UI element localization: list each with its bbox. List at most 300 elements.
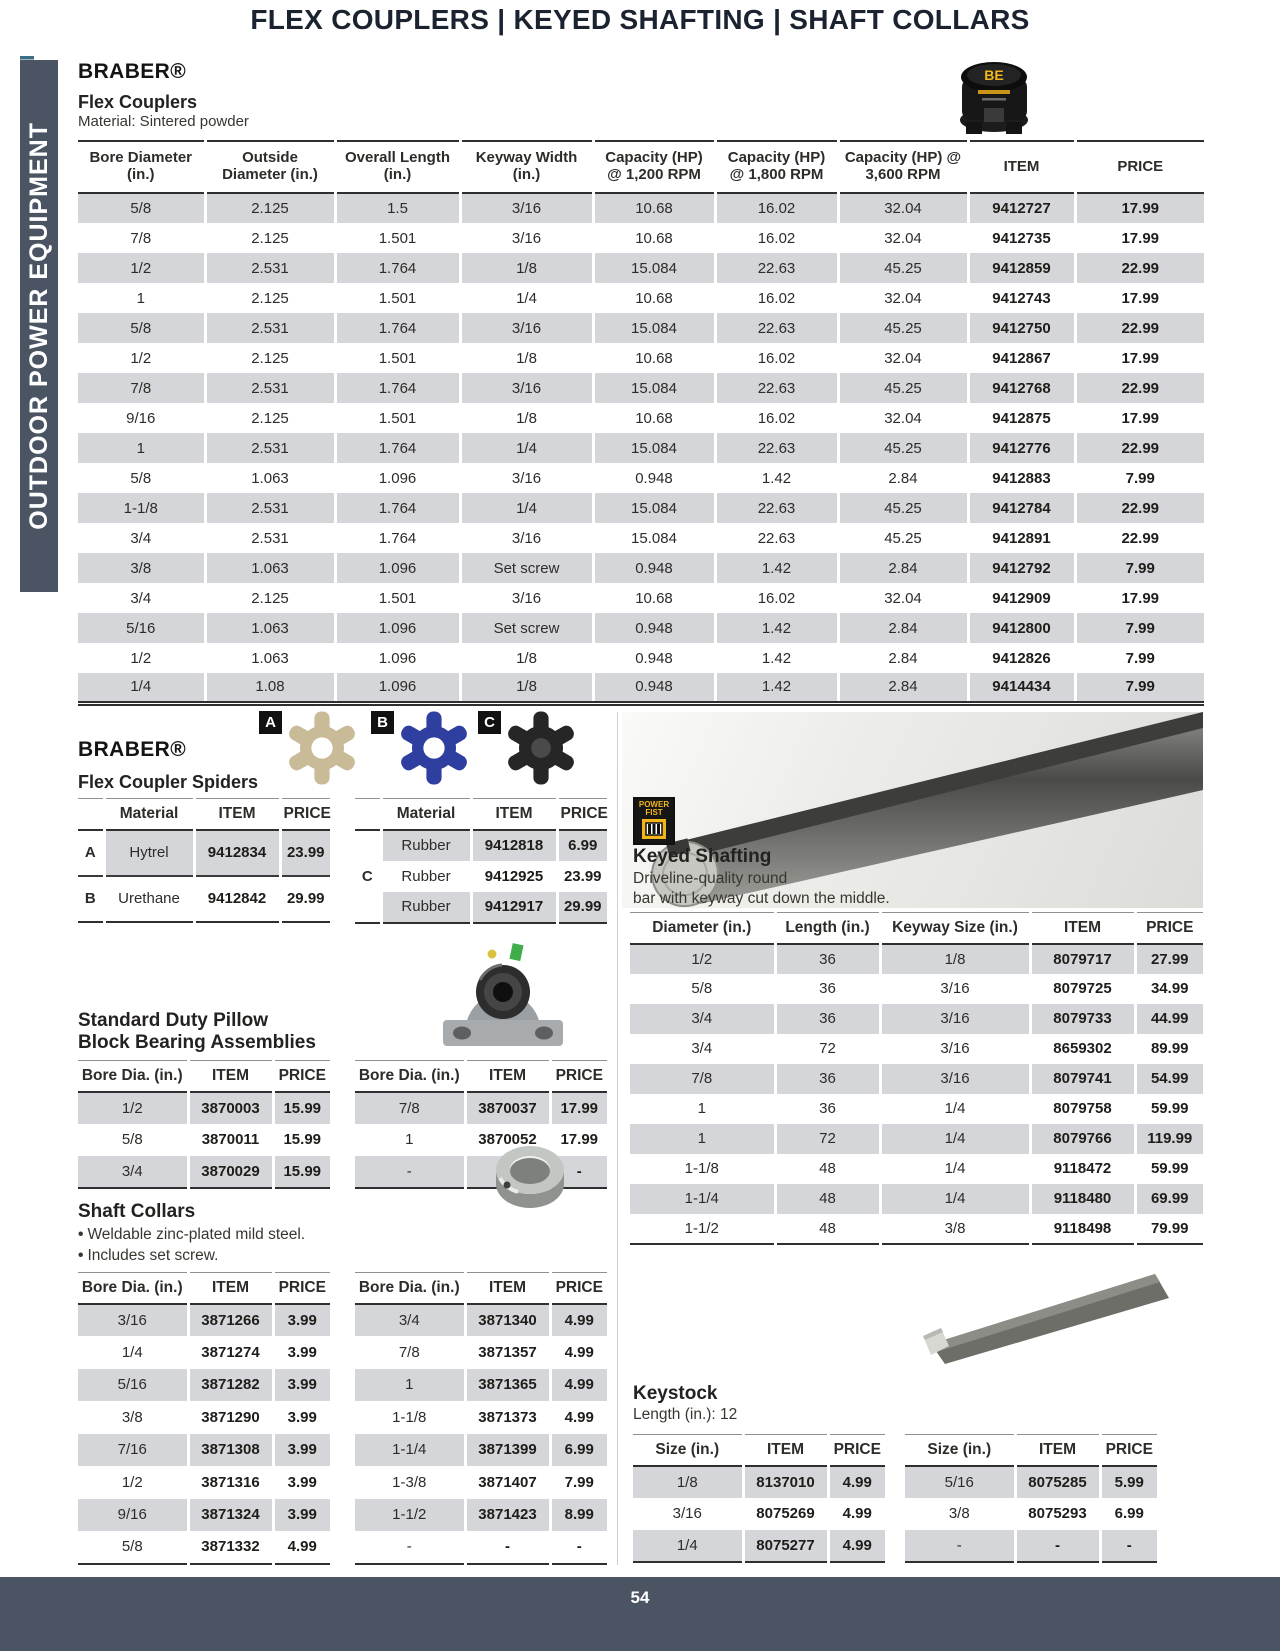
cell: 22.63 [715, 493, 838, 523]
cell: 1/2 [130, 349, 152, 367]
table-row [630, 1124, 1203, 1154]
cell: 1.096 [335, 463, 460, 493]
cell: 9412917 [471, 892, 557, 923]
keystock-table-1 [633, 1434, 885, 1563]
cell: 5/8 [130, 469, 152, 487]
cell: 1/2 [130, 649, 152, 667]
cell: 48 [775, 1214, 880, 1244]
spider-rubber-photo [503, 706, 579, 795]
column-header [78, 799, 104, 830]
cell: 3/4 [630, 1004, 775, 1034]
cell: 2.531 [205, 433, 335, 463]
column-header: Bore Dia. (in.) [78, 1061, 188, 1092]
cell: 7.99 [1075, 553, 1204, 583]
table-row [78, 553, 1204, 583]
cell: 32.04 [838, 283, 968, 313]
cell: 3.99 [273, 1401, 330, 1434]
cell: 1/4 [880, 1094, 1030, 1124]
cell: 4.99 [828, 1530, 885, 1562]
cell: 10.68 [593, 193, 715, 223]
cell: 17.99 [1075, 193, 1204, 223]
cell: 3/4 [355, 1304, 465, 1337]
column-header: Length (in.) [775, 913, 880, 944]
cell: 29.99 [557, 892, 607, 923]
cell: 9/16 [126, 409, 156, 427]
cell: 0.948 [593, 553, 715, 583]
cell: 29.99 [280, 876, 330, 922]
cell: 2.531 [205, 523, 335, 553]
column-header: Bore Dia. (in.) [355, 1061, 465, 1092]
cell: 9412792 [968, 553, 1075, 583]
table-row [78, 253, 1204, 283]
cell: 3/16 [880, 974, 1030, 1004]
cell: 36 [775, 944, 880, 974]
cell: 10.68 [593, 223, 715, 253]
cell: 44.99 [1135, 1004, 1203, 1034]
cell: 0.948 [593, 673, 715, 703]
cell: 1/4 [78, 673, 205, 703]
cell: - [550, 1156, 607, 1188]
cell: 8079741 [1030, 1064, 1135, 1094]
cell: 1.42 [715, 463, 838, 493]
cell: 22.63 [715, 523, 838, 553]
cell: 5/8 [121, 1538, 143, 1556]
cell: 1.063 [205, 643, 335, 673]
cell: 15.084 [593, 253, 715, 283]
cell: 32.04 [838, 193, 968, 223]
column-header: Bore Diameter (in.) [78, 141, 205, 193]
cell: 16.02 [715, 283, 838, 313]
table-row [355, 892, 607, 923]
cell: 32.04 [838, 403, 968, 433]
table-row [630, 1004, 1203, 1034]
cell: 9412743 [968, 283, 1075, 313]
cell: 1/2 [121, 1473, 143, 1491]
table-row [630, 1094, 1203, 1124]
page-number: 54 [630, 1588, 650, 1607]
cell: 15.084 [593, 313, 715, 343]
cell: 9/16 [78, 1499, 188, 1532]
table-row [78, 223, 1204, 253]
cell: 3871290 [188, 1401, 273, 1434]
cell: 1-1/2 [355, 1499, 465, 1532]
cell: 1.501 [335, 583, 460, 613]
shaft-collars-bullet-1: • Weldable zinc-plated mild steel. [78, 1226, 305, 1244]
keyed-shafting-table [630, 912, 1203, 1245]
cell: 23.99 [280, 830, 330, 876]
cell: 15.99 [273, 1092, 330, 1124]
cell: 2.84 [838, 613, 968, 643]
cell: 16.02 [715, 343, 838, 373]
keystock-photo [915, 1260, 1183, 1369]
cell: 1/4 [460, 433, 593, 463]
cell: 45.25 [838, 523, 968, 553]
cell: 3870052 [465, 1124, 550, 1156]
table-row [78, 1336, 330, 1369]
cell: 1.501 [335, 343, 460, 373]
cell: 17.99 [1075, 403, 1204, 433]
flex-couplers-subtitle: Material: Sintered powder [78, 113, 249, 130]
cell: 3/4 [130, 589, 152, 607]
cell: - [905, 1530, 1015, 1562]
cell: 23.99 [557, 861, 607, 892]
cell: 4.99 [828, 1466, 885, 1498]
cell: 3871423 [465, 1499, 550, 1532]
table-row [355, 1499, 607, 1532]
cell: 5/8 [78, 313, 205, 343]
cell: 10.68 [593, 403, 715, 433]
cell: 16.02 [715, 583, 838, 613]
cell: - [406, 1538, 412, 1556]
table-row [355, 830, 607, 861]
cell: 8137010 [743, 1466, 828, 1498]
category-sidebar [20, 60, 58, 592]
column-header: PRICE [828, 1435, 885, 1466]
cell: 7/8 [398, 1343, 420, 1361]
cell: 8659302 [1030, 1034, 1135, 1064]
cell: 1.08 [205, 673, 335, 703]
cell: 1.501 [335, 223, 460, 253]
cell: Rubber [381, 861, 471, 892]
cell: 9412750 [968, 313, 1075, 343]
cell: 8075277 [743, 1530, 828, 1562]
table-row [78, 1531, 330, 1564]
cell: 1/8 [880, 944, 1030, 974]
cell: 9412800 [968, 613, 1075, 643]
table-row [355, 1336, 607, 1369]
cell: 17.99 [1075, 343, 1204, 373]
cell: 3/16 [880, 1004, 1030, 1034]
cell: 8079758 [1030, 1094, 1135, 1124]
cell: 5/16 [78, 613, 205, 643]
cell: 1-1/8 [392, 1408, 427, 1426]
cell: 2.531 [205, 313, 335, 343]
flex-coupler-photo [942, 50, 1047, 143]
table-row [355, 1304, 607, 1337]
cell: 72 [775, 1034, 880, 1064]
table-row [78, 876, 330, 922]
cell: 3/4 [130, 529, 152, 547]
page-footer [0, 1577, 1280, 1651]
cell: 9412768 [968, 373, 1075, 403]
cell: 22.63 [715, 253, 838, 283]
cell: 1 [78, 433, 205, 463]
cell: 34.99 [1135, 974, 1203, 1004]
column-header: ITEM [1030, 913, 1135, 944]
table-row [78, 1369, 330, 1402]
cell: - [1015, 1530, 1100, 1562]
shaft-collars-table-1 [78, 1272, 330, 1565]
cell: 1.42 [715, 673, 838, 703]
column-header: ITEM [471, 799, 557, 830]
cell: 0.948 [593, 643, 715, 673]
cell: 17.99 [1075, 583, 1204, 613]
cell: 3870011 [188, 1124, 273, 1156]
cell: 32.04 [838, 343, 968, 373]
cell: 1-1/8 [78, 493, 205, 523]
column-header: Overall Length (in.) [335, 141, 460, 193]
pillow-blocks-table-1 [78, 1060, 330, 1189]
cell: 22.99 [1075, 373, 1204, 403]
braber-logo: BRABER® [78, 60, 187, 83]
cell: 45.25 [838, 373, 968, 403]
cell: 3/16 [460, 193, 593, 223]
cell: 8079725 [1030, 974, 1135, 1004]
column-header: PRICE [1075, 141, 1204, 193]
cell: 22.99 [1075, 253, 1204, 283]
cell: 1.063 [205, 553, 335, 583]
cell: 10.68 [593, 583, 715, 613]
cell: 3/16 [880, 1034, 1030, 1064]
cell: Rubber [381, 892, 471, 923]
cell: - [550, 1531, 607, 1564]
cell: 17.99 [550, 1124, 607, 1156]
cell: 1.063 [205, 613, 335, 643]
cell: 1/8 [460, 343, 593, 373]
cell: 3/16 [460, 463, 593, 493]
column-header: Material [381, 799, 471, 830]
cell: 3870037 [465, 1092, 550, 1124]
cell: 1/4 [880, 1124, 1030, 1154]
cell: 22.99 [1075, 433, 1204, 463]
cell: 1.764 [335, 523, 460, 553]
cell: 1/8 [460, 673, 593, 703]
cell: 4.99 [550, 1336, 607, 1369]
cell: 3/8 [948, 1505, 970, 1522]
keyed-shafting-title: Keyed Shafting [633, 846, 772, 867]
cell: 22.99 [1075, 493, 1204, 523]
cell: 9412859 [968, 253, 1075, 283]
cell: 8079717 [1030, 944, 1135, 974]
column-header: ITEM [465, 1061, 550, 1092]
cell [355, 830, 381, 861]
cell: 36 [775, 1064, 880, 1094]
cell: 15.084 [593, 373, 715, 403]
cell: 1.501 [335, 283, 460, 313]
column-header: PRICE [273, 1061, 330, 1092]
cell: 45.25 [838, 493, 968, 523]
cell: 2.125 [205, 193, 335, 223]
cell: 6.99 [1100, 1498, 1157, 1530]
cell: 1/4 [633, 1530, 743, 1562]
cell: 1.501 [335, 403, 460, 433]
pillow-block-photo [438, 928, 568, 1061]
cell: 1.764 [335, 373, 460, 403]
cell: 1.063 [205, 463, 335, 493]
cell: 16.02 [715, 403, 838, 433]
cell: 3/8 [121, 1408, 143, 1426]
cell: Set screw [460, 613, 593, 643]
cell: 9412875 [968, 403, 1075, 433]
cell: 7/8 [78, 373, 205, 403]
cell: 7.99 [1075, 643, 1204, 673]
cell: 54.99 [1135, 1064, 1203, 1094]
cell: - [1100, 1530, 1157, 1562]
table-row [633, 1466, 885, 1498]
column-header: Capacity (HP) @ 1,800 RPM [715, 141, 838, 193]
svg-text:FIST: FIST [645, 808, 663, 817]
cell: 1-1/4 [355, 1434, 465, 1467]
cell: 1/4 [460, 493, 593, 523]
column-header: Size (in.) [633, 1435, 743, 1466]
cell: 9414434 [968, 673, 1075, 703]
cell: 1.096 [335, 643, 460, 673]
cell: 3871324 [188, 1499, 273, 1532]
cell: 3.99 [273, 1499, 330, 1532]
cell: 9118498 [1030, 1214, 1135, 1244]
cell: 3/8 [78, 553, 205, 583]
cell: 1/2 [630, 944, 775, 974]
cell: Hytrel [104, 830, 194, 876]
cell: 1/4 [460, 283, 593, 313]
cell: 3/16 [672, 1505, 702, 1522]
column-header: ITEM [743, 1435, 828, 1466]
column-header: Keyway Width (in.) [460, 141, 593, 193]
table-row [630, 1034, 1203, 1064]
cell: 1 [697, 1100, 706, 1117]
cell: 72 [775, 1124, 880, 1154]
cell: 10.68 [593, 343, 715, 373]
column-header: Bore Dia. (in.) [355, 1273, 465, 1304]
cell: 1.096 [335, 553, 460, 583]
pillow-blocks-title-line1: Standard Duty Pillow [78, 1010, 269, 1031]
table-row [78, 643, 1204, 673]
cell: 32.04 [838, 583, 968, 613]
cell: 3/16 [460, 523, 593, 553]
column-header: ITEM [188, 1273, 273, 1304]
cell: 3.99 [273, 1434, 330, 1467]
cell: 1-1/4 [630, 1184, 775, 1214]
cell: 2.125 [205, 403, 335, 433]
keyed-shafting-desc-line1: Driveline-quality round [633, 870, 788, 887]
column-header: Material [104, 799, 194, 830]
cell: 1 [355, 1369, 465, 1402]
cell: 16.02 [715, 223, 838, 253]
cell: - [465, 1531, 550, 1564]
cell: 2.125 [205, 223, 335, 253]
cell: 3/16 [78, 1304, 188, 1337]
cell: 1/4 [880, 1184, 1030, 1214]
table-row [355, 1401, 607, 1434]
cell: 3871357 [465, 1336, 550, 1369]
cell: 1-3/8 [392, 1473, 427, 1491]
cell: 6.99 [557, 830, 607, 861]
cell: 4.99 [550, 1369, 607, 1402]
table-row [78, 463, 1204, 493]
cell: 0.948 [593, 463, 715, 493]
table-row [630, 1214, 1203, 1244]
flex-couplers-table [78, 140, 1204, 706]
cell: 3/16 [460, 223, 593, 253]
cell: 3870029 [188, 1156, 273, 1188]
cell: 2.84 [838, 673, 968, 703]
column-divider [617, 712, 618, 1565]
spiders-table-c [355, 798, 607, 924]
spider-label-c: C [478, 711, 501, 734]
column-header: PRICE [1100, 1435, 1157, 1466]
cell: 3871373 [465, 1401, 550, 1434]
table-row [78, 433, 1204, 463]
table-row [355, 861, 607, 892]
cell: 15.99 [273, 1156, 330, 1188]
cell: 1/2 [78, 1092, 188, 1124]
shaft-collars-table-2 [355, 1272, 607, 1565]
table-row [78, 343, 1204, 373]
cell: 1/4 [880, 1154, 1030, 1184]
shaft-collar-photo [486, 1138, 574, 1215]
table-row [78, 613, 1204, 643]
spiders-table-ab [78, 798, 330, 923]
cell: 1.764 [335, 493, 460, 523]
table-row [78, 830, 330, 876]
table-row [78, 283, 1204, 313]
table-row [78, 193, 1204, 223]
cell: 3871316 [188, 1466, 273, 1499]
svg-text:POWER: POWER [638, 800, 670, 809]
column-header: PRICE [1135, 913, 1203, 944]
cell: 1 [405, 1131, 414, 1148]
cell: 1/8 [460, 643, 593, 673]
table-row [633, 1498, 885, 1530]
cell: 3.99 [273, 1304, 330, 1337]
cell: 8079766 [1030, 1124, 1135, 1154]
cell: 3870003 [188, 1092, 273, 1124]
cell: 1/4 [121, 1343, 143, 1361]
table-row [78, 1156, 330, 1188]
cell: 1-1/8 [684, 1160, 719, 1177]
keystock-table-2 [905, 1434, 1157, 1563]
cell: 2.125 [205, 583, 335, 613]
table-row [78, 1401, 330, 1434]
cell: 4.99 [273, 1531, 330, 1564]
cell: 9412735 [968, 223, 1075, 253]
column-header: Capacity (HP) @ 1,200 RPM [593, 141, 715, 193]
cell: 1.42 [715, 613, 838, 643]
spider-urethane-photo [396, 706, 472, 795]
cell: 3871407 [465, 1466, 550, 1499]
cell: 2.84 [838, 553, 968, 583]
column-header: ITEM [194, 799, 280, 830]
column-header: Diameter (in.) [630, 913, 775, 944]
table-row [78, 373, 1204, 403]
cell: 36 [775, 1094, 880, 1124]
cell: 3.99 [273, 1336, 330, 1369]
cell: 9412834 [194, 830, 280, 876]
cell: 1 [630, 1124, 775, 1154]
cell: 36 [775, 1004, 880, 1034]
cell: 22.63 [715, 313, 838, 343]
cell: 1.096 [335, 613, 460, 643]
cell: 9412776 [968, 433, 1075, 463]
cell: 22.99 [1075, 313, 1204, 343]
cell: 3871332 [188, 1531, 273, 1564]
column-header: PRICE [557, 799, 607, 830]
cell: 3.99 [273, 1466, 330, 1499]
cell: 17.99 [1075, 223, 1204, 253]
cell: 48 [775, 1154, 880, 1184]
cell: 2.125 [205, 283, 335, 313]
shaft-collars-bullet-2: • Includes set screw. [78, 1247, 218, 1265]
cell: 17.99 [1075, 283, 1204, 313]
cell: 1.42 [715, 553, 838, 583]
cell: B [78, 876, 104, 922]
cell: 5/8 [78, 193, 205, 223]
table-row [78, 673, 1204, 703]
cell: 7.99 [1075, 613, 1204, 643]
cell: 3.99 [273, 1369, 330, 1402]
table-row [355, 1434, 607, 1467]
cell: 10.68 [593, 283, 715, 313]
